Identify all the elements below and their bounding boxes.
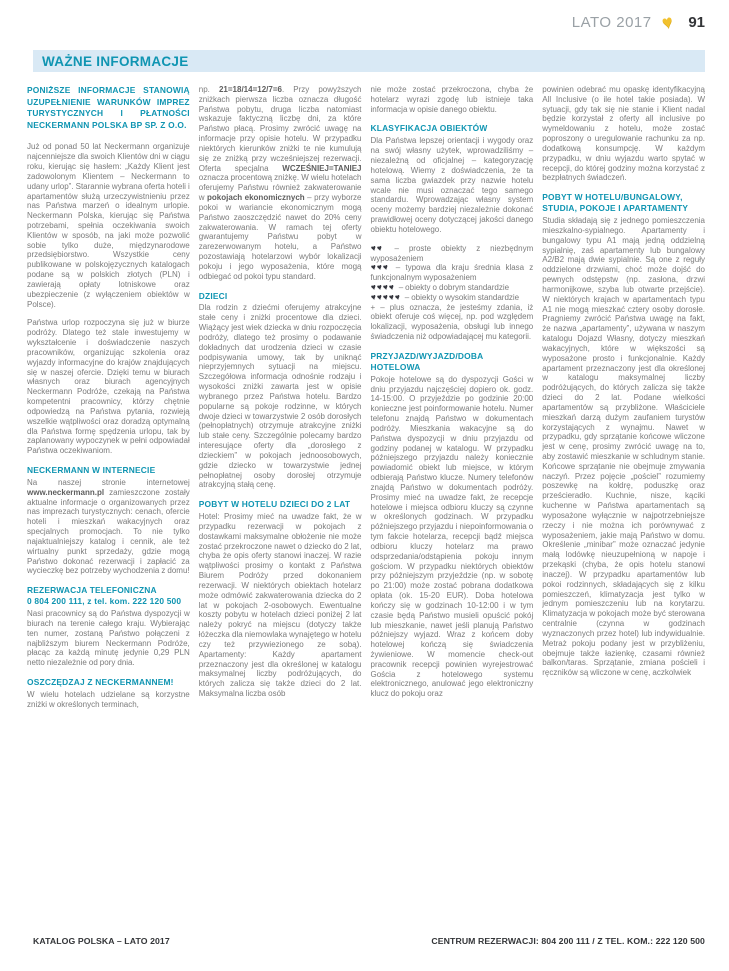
- paragraph: [27, 478, 190, 576]
- section-heading: OSZCZĘDZAJ Z NECKERMANNEM!: [27, 677, 174, 688]
- heart-icon: ♥: [369, 242, 377, 254]
- text-run: oznacza procentową zniżkę. W wielu hotelach oferujemy Państwu również zakwaterowanie w: [198, 173, 362, 203]
- page-footer: [33, 936, 705, 946]
- text-run: Na naszej stronie internetowej: [27, 477, 190, 487]
- emphasis-text: www.neckermann.pl: [27, 487, 105, 497]
- heart-icon: ♥: [375, 261, 383, 273]
- heart-icon: ♥: [375, 291, 383, 303]
- paragraph: Nasi pracownicy są do Państwa dyspozycji w biurach na terenie całego kraju. Wybierając ten numer, zostaną Państwo połączeni z najbliższym biurem Neckermann Podróże, płacąc za każdą minutę jedynie 0,29 PLN netto niezależnie od pory dnia.: [27, 609, 190, 668]
- paragraph: Państwa urlop rozpoczyna się już w biurze podróży. Dlatego też stale inwestujemy w wykształcenie i doświadczenie naszych pracowników, organizując szkolenia oraz wyjazdy informacyjne do krajów znajdujących się w naszej ofercie. Dzięki temu w biurach własnych oraz biurach agencyjnych Neckermann Podróże, czekają na Państwa kompetentni pracownicy, którzy chętnie odpowiedzą na Państwa pytania, rozwieją wszelkie wątpliwości oraz doradzą optymalną dla Państwa formę spędzenia urlopu, tak by zaplanowany wypoczynek w pełni odpowiadał Państwa oczekiwaniom.: [27, 318, 190, 456]
- paragraph: W wielu hotelach udzielane są korzystne zniżki w określonych terminach,: [27, 689, 190, 709]
- heart-icon: ♥: [369, 261, 377, 273]
- lead-notice: PONIŻSZE INFORMACJE STANOWIĄ UZUPEŁNIENIE WARUNKÓW IMPREZ TURYSTYCZNYCH I PŁATNOŚCI NECKERMANN POLSKA BP SP. Z O.O.: [27, 85, 190, 130]
- heart-icon: ♥: [387, 281, 395, 293]
- heart-icon: ♥: [393, 291, 401, 303]
- heart-icon: ♥: [375, 281, 383, 293]
- paragraph: Już od ponad 50 lat Neckermann organizuje najcenniejsze dla swoich Klientów dni w ciągu roku, kierując się hasłem: „Każdy Klient jest zadowolonym Klientem – Neckermann to udany urlop”. Starannie wybrana oferta hoteli i apartamentów służą urzeczywistnieniu przez nas Państwa marzeń o idealnym urlopie. Neckermann Polska, kierując się Państwa potrzebami, spełnia oczekiwania swoich Klientów w sposób, na jaki może pozwolić sobie tylko duże, międzynarodowe przedsiębiorstwo. Wszystkie ceny publikowane w polskojęzycznych katalogach podane są w polskich złotych (PLN) i zawierają opłaty lotniskowe oraz ubezpieczenie (z wyłączeniem obiektów w Polsce).: [27, 142, 190, 309]
- heart-icon: ♥: [369, 291, 377, 303]
- section-heading: REZERWACJA TELEFONICZNA 0 804 200 111, z tel. kom. 222 120 500: [27, 585, 182, 607]
- section-heading: DZIECI: [198, 290, 228, 301]
- rating-hearts-icon: [371, 293, 401, 302]
- brand-heart-icon: ♥: [659, 11, 675, 33]
- content-columns: [27, 85, 705, 930]
- paragraph: powinien odebrać mu opaskę identyfikacyjną All Inclusive (o ile hotel takie posiada). W sytuacji, gdy tak się nie stanie i Klient nadal będzie korzystał z oferty all inclusive po wymeldowaniu z hotelu, może zostać poproszony o uregulowanie rachunku za np. dodatkową konsumpcję. W każdym przypadku, w dniu wyjazdu warto spytać w recepcji, do której godziny można korzystać z bezpłatnych świadczeń.: [542, 85, 705, 183]
- footer-reservation-phone: CENTRUM REZERWACJI: 804 200 111 / Z TEL. KOM.: 222 120 500: [431, 936, 705, 946]
- text-column-4: [542, 85, 705, 930]
- rating-row: ♥♥ – proste obiekty z niezbędnym wyposażeniem: [369, 242, 534, 263]
- text-run: . Przy powyższych zniżkach pierwsza liczba oznacza długość Państwa pobytu, druga liczba natomiast wskazuje faktyczną liczbę dni, za które Państwo płacą. Prosimy zwrócić uwagę na informacje przy opisie hotelu. W przypadku niektórych kierunków zniżki te nie kumulują się ze zniżką przy wcześniejszej rezerwacji. Oferta specjalna: [198, 85, 362, 173]
- page-title: WAŻNE INFORMACJE: [42, 53, 189, 69]
- emphasis-text: 21=18/14=12/7=6: [218, 85, 282, 94]
- section-heading: POBYT W HOTELU DZIECI DO 2 LAT: [198, 499, 351, 510]
- paragraph: Dla Państwa lepszej orientacji i wygody oraz na swój własny użytek, wprowadziliśmy – niezależną od oficjalnej – kategoryzację hotelową. Wiemy z doświadczenia, że ta sama liczba gwiazdek przy nazwie hotelu wcale nie musi oznaczać tego samego standardu. Wprowadzając własny system oceny możemy bardziej niezależnie dokonać prawidłowej oceny dotyczącej jakości danego obiektu hotelowego.: [370, 136, 534, 234]
- rating-row: ♥♥♥♥♥ – obiekty o wysokim standardzie: [369, 291, 520, 303]
- heart-icon: ♥: [381, 281, 389, 293]
- text-run: – przy wyborze pokoi w wariancie ekonomicznym mogą Państwo zaoszczędzić nawet do 20% ceny zakwaterowania. W ramach tej oferty gwarantujemy Państwu pobyt w zarezerwowanym hotelu, a Państwo pozostawiają hotelarzowi wybór lokalizacji pokoju i jego wyposażenia, które mogą odbiegać od pokoi typu standard.: [198, 193, 362, 281]
- rating-row: ♥♥♥ – typowa dla kraju średnia klasa z funkcjonalnym wyposażeniem: [369, 261, 534, 283]
- text-column-2: [199, 85, 362, 930]
- page-number: 91: [688, 13, 705, 31]
- rating-row: ♥♥♥♥ – obiekty o dobrym standardzie: [369, 281, 510, 293]
- paragraph: Dla rodzin z dziećmi oferujemy atrakcyjne stałe ceny i zniżki procentowe dla dzieci. Wiążący jest wiek dziecka w dniu rozpoczęcia podróży, dlatego też prosimy o podawanie dokładnych dat urodzenia dzieci w czasie podpisywania umowy, tak by uniknąć nieprzyjemnych sytuacji na miejscu. Szczegółowa informacja odnośnie rodzaju i wysokości zniżki zawarta jest w opisie wybranego przez Państwa hotelu. Bardzo popularne są pokoje rodzinne, w których dwoje dzieci w towarzystwie 2 osób dorosłych (pełnopłatnych) otrzymuje atrakcyjne zniżki lub stałe ceny. Szczególnie polecamy bardzo interesujące oferty dla „dorosłego z dzieckiem” w pokojach jednoosobowych, gdzie dziecko w towarzystwie jednej pełnopłatnej osoby dorosłej otrzymuje atrakcyjną stałą cenę.: [198, 303, 362, 490]
- section-heading: KLASYFIKACJA OBIEKTÓW: [370, 123, 488, 134]
- paragraph: Pokoje hotelowe są do dyspozycji Gości w dniu przyjazdu najczęściej dopiero ok. godz. 14-15:00. O przyjeździe po godzinie 20:00 konieczne jest poinformowanie hotelu. Numer telefonu znajdą Państwo w dokumentach podróży. Mieszkania wakacyjne są do Państwa dyspozycji w dniu przyjazdu od godziny podanej w katalogu. W przypadku późniejszego przyjazdu należy koniecznie powiadomić obiekt lub miejsce, w którym odbierają Państwo klucze. Numery telefonów znajdą Państwo w dokumentach podróży. Prosimy mieć na uwadze fakt, że recepcje hotelowe i miejsca odbioru kluczy są czynne w określonych godzinach. W przypadku późniejszego przyjazdu i niepoinformowania o tym fakcie hotelarza, recepcji bądź miejsca odbioru kluczy hotelarz ma prawo odsprzedania/odstąpienia pokoju innym gościom. W przypadku niektórych obiektów przy późniejszym przyjeździe (np. w sobotę po 21:00) może zostać pobrana dodatkowa opłata (ok. 15-20 EUR). Doba hotelowa kończy się w godzinach 10-12:00 i w tym czasie będą Państwo musieli opuścić pokój lub mieszkanie, nawet jeśli planują Państwo późniejszy wyjazd. Wraz z końcem doby hotelowej kończą się świadczenia żywieniowe. W momencie check-out pracownik recepcji powinien wyrejestrować Gościa z hotelowego systemu elektronicznego, anulować jego elektroniczny klucz do pokoju oraz: [370, 374, 534, 699]
- issue-label: LATO 2017: [571, 13, 652, 31]
- emphasis-text: pokojach ekonomicznych: [207, 193, 305, 203]
- paragraph: [199, 85, 362, 282]
- page-header: [572, 13, 705, 31]
- section-heading: POBYT W HOTELU/BUNGALOWY, STUDIA, POKOJE I APARTAMENTY: [542, 192, 689, 214]
- section-title-bar: [33, 50, 705, 72]
- paragraph: + – plus oznacza, że jesteśmy zdania, iż obiekt oferuje coś więcej, np. pod względem lokalizacji, wyposażenia, obsługi lub innego świadczenia niż odpowiadającej mu kategorii.: [370, 302, 534, 342]
- footer-catalog-label: KATALOG POLSKA – LATO 2017: [33, 936, 170, 946]
- heart-icon: ♥: [387, 291, 395, 303]
- heart-icon: ♥: [369, 281, 377, 293]
- paragraph: nie może zostać przekroczona, chyba że hotelarz wyrazi zgodę lub istnieje taka informacja w opisie danego obiektu.: [370, 85, 534, 114]
- text-column-3: [371, 85, 534, 930]
- rating-hearts-icon: [371, 244, 383, 253]
- heart-icon: ♥: [381, 261, 389, 273]
- text-column-1: [27, 85, 190, 930]
- rating-hearts-icon: [371, 263, 389, 272]
- text-run: zamieszczone zostały aktualne informacje o organizowanych przez nas imprezach turystycznych: cenach, ofercie hoteli i mieszkań wakacyjnych oraz specjalnych promocjach. To nie tylko najaktualniejszy katalog i cennik, ale też wirtualny punkt sprzedaży, gdzie mogą Państwo dokonać rezerwacji i zapłacić za wycieczkę bez potrzeby wychodzenia z domu!: [27, 487, 190, 576]
- paragraph: Studia składają się z jednego pomieszczenia mieszkalno-sypialnego. Apartamenty i bungalowy typu A1 mają jedną oddzielną sypialnię, zaś apartamenty lub bungalowy A2/B2 mają dwie sypialnie. Są one z reguły oddzielone drzwiami, choć może dojść do pewnych odstępstw (np. zasłona, drzwi harmonijkowe, szyba lub otwarte przejście). W niektórych krajach w apartamentach typu A1 nie mogą mieszkać cztery osoby dorosłe. Pragniemy zwrócić Państwa uwagę na fakt, że nazwa „apartamenty”, używana w naszym katalogu Dojazd Własny, dotyczy mieszkań wakacyjnych, które w większości są wyposażone prosto i funkcjonalnie. Każdy apartament przeznaczony jest dla określonej w katalogu maksymalnej liczby podróżujących, do których zalicza się także dzieci do 2 lat. Podane wielkości apartamentów są przybliżone. Właściciele mieszkań darzą dużym zaufaniem turystów korzystających z wynajmu. Nawet w przypadku, gdy sprzątanie końcowe wliczone jest w cenę, prosimy zwrócić uwagę na to, aby zostawić mieszkanie w schludnym stanie. Końcowe sprzątanie nie obejmuje zmywania naczyń. Przez pojęcie „pościel” rozumiemy poszewkę na kołdrę, poduszkę oraz prześcieradło. Kuchnie, nisze, kąciki kuchenne w Państwa apartamentach są wyposażone wyłącznie w najpotrzebniejsze rzeczy i nie można ich porównywać z wyposażeniem, jakie mają Państwo w domu. Określenie „minibar” może oznaczać jedynie małą lodówkę nieuzupełnioną w napoje i przekąski (chyba, że opis hotelu stanowi inaczej). W przypadku apartamentów lub pokoi rodzinnych, składających się z kilku pomieszczeń, klimatyzacja jest tylko w jednym pomieszczeniu lub na korytarzu. Klimatyzacja w pokojach może być sterowana centralnie (czynna w godzinach wyznaczonych przez hotel) lub indywidualnie. Metraż pokoju podany jest w przybliżeniu, obejmuje także łazienkę, czasami również balkon/taras. Sprzątanie, zmiana pościeli i ręczników są wliczone w cenę, aczkolwiek: [542, 216, 705, 678]
- heart-icon: ♥: [381, 291, 389, 303]
- paragraph: Hotel: Prosimy mieć na uwadze fakt, że w przypadku rezerwacji w pokojach z dostawkami maksymalne obłożenie nie może zostać przekroczone nawet o dziecko do 2 lat, chyba że opis oferty stanowi inaczej. W razie wątpliwości prosimy o kontakt z Państwa Biurem Podróży przed dokonaniem rezerwacji. W niektórych obiektach hotelarz może odmówić zakwaterowania dziecka do 2 lat w pokojach 2-osobowych. Ewentualne koszty pobytu w hotelach dzieci poniżej 2 lat należy pokryć na miejscu (dotyczy także łóżeczka dla niemowlaka wynajętego w hotelu czy też przywiezionego ze sobą). Apartamenty: Każdy apartament przeznaczony jest dla określonej w katalogu maksymalnej liczby podróżujących, do których zalicza się także dzieci do 2 lat. Maksymalna liczba osób: [198, 512, 362, 699]
- section-heading: PRZYJAZD/WYJAZD/DOBA HOTELOWA: [370, 350, 484, 372]
- section-heading: NECKERMANN W INTERNECIE: [27, 465, 156, 476]
- emphasis-text: WCZEŚNIEJ=TANIEJ: [282, 163, 362, 173]
- text-run: np.: [198, 85, 219, 94]
- heart-icon: ♥: [375, 242, 383, 254]
